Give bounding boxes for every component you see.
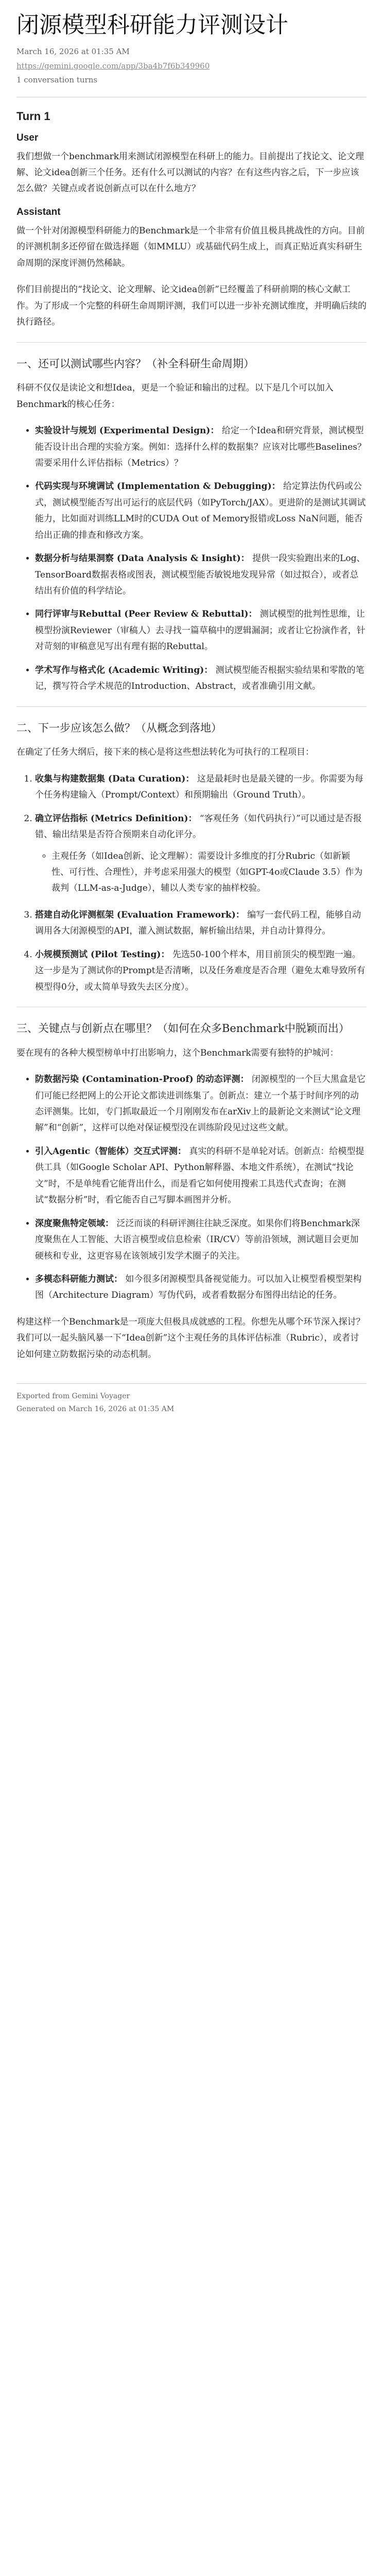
user-label: User	[16, 132, 39, 143]
item-text: 提供一段实验跑出来的Log、TensorBoard数据表格或图表，测试模型能否敏锐地发现异常（如过拟合），或者总结出有价值的科学结论。	[35, 553, 365, 597]
list-item	[35, 1144, 367, 1209]
item-label: 搭建自动化评测框架 (Evaluation Framework)：	[35, 909, 245, 920]
section-divider	[16, 706, 367, 707]
sub-list-item	[51, 849, 367, 897]
sub-list	[35, 849, 367, 897]
section-2-list	[16, 771, 367, 995]
list-item	[35, 1272, 367, 1304]
item-label: 数据分析与结果洞察 (Data Analysis & Insight)：	[35, 553, 250, 564]
item-text: 这是最耗时也是最关键的一步。你需要为每个任务构建输入（Prompt/Context）和预期输出（Ground Truth）。	[35, 773, 363, 801]
item-label: 深度聚焦特定领域：	[35, 1218, 114, 1229]
section-3-title: 三、关键点与创新点在哪里？（如何在众多Benchmark中脱颖而出）	[16, 1022, 350, 1035]
list-item	[35, 479, 367, 544]
intro-paragraph-2: 你们目前提出的“找论文、论文理解、论文idea创新”已经覆盖了科研前期的核心文献工作。为了形成一个完整的科研生命周期评测，我们可以进一步补充测试维度，并明确后续的执行路径。	[16, 284, 367, 328]
section-1-title: 一、还可以测试哪些内容？（补全科研生命周期）	[16, 357, 254, 370]
section-3-intro: 要在现有的各种大模型榜单中打出影响力，这个Benchmark需要有独特的护城河：	[16, 1047, 339, 1058]
item-label: 代码实现与环境调试 (Implementation & Debugging)：	[35, 481, 281, 492]
list-item	[35, 1072, 367, 1137]
sub-item-label: 主观任务（如Idea创新、论文理解）：	[51, 851, 198, 861]
item-text: 如今很多闭源模型具备视觉能力。可以加入让模型看模型架构图（Architecture Diagram）写伪代码，或者看数据分布图得出结论的任务。	[35, 1274, 362, 1301]
item-text: 给定一个Idea和研究背景，测试模型能否设计出合理的实验方案。例如：选择什么样的数据集？应该对比哪些Baselines？需要采用什么评估指标（Metrics）？	[35, 426, 367, 468]
item-label: 引入Agentic（智能体）交互式评测：	[35, 1146, 186, 1157]
section-2-title: 二、下一步应该怎么做？（从概念到落地）	[16, 721, 222, 734]
item-text: 测试模型的批判性思维，让模型扮演Reviewer（审稿人）去寻找一篇草稿中的逻辑漏洞；或者让它扮演作者，针对苛刻的审稿意见写出有理有据的Rebuttal。	[35, 609, 365, 652]
list-item	[35, 606, 367, 655]
item-label: 同行评审与Rebuttal (Peer Review & Rebuttal)：	[35, 609, 257, 620]
assistant-label: Assistant	[16, 206, 61, 217]
list-item	[35, 551, 367, 599]
item-label: 实验设计与规划 (Experimental Design)：	[35, 426, 219, 436]
item-text: 编写一套代码工程，能够自动调用各大闭源模型的API，灌入测试数据，解析输出结果，并自动计算得分。	[35, 909, 361, 937]
list-item	[35, 947, 367, 995]
footer-generated: Generated on March 16, 2026 at 01:35 AM	[16, 1405, 175, 1414]
list-item	[35, 1216, 367, 1264]
list-item	[35, 423, 367, 471]
list-item	[35, 771, 367, 804]
list-item	[35, 811, 367, 897]
export-date: March 16, 2026 at 01:35 AM	[16, 46, 130, 56]
item-label: 小规模预测试 (Pilot Testing)：	[35, 949, 170, 960]
section-1-list	[16, 423, 367, 695]
page-title: 闭源模型科研能力评测设计	[16, 12, 288, 38]
item-label: 多模态科研能力测试：	[35, 1274, 123, 1284]
footer-divider	[16, 1383, 367, 1384]
item-label: 防数据污染 (Contamination-Proof) 的动态评测：	[35, 1074, 249, 1085]
footer-exported: Exported from Gemini Voyager	[16, 1392, 130, 1401]
list-item	[35, 907, 367, 940]
turns-count: 1 conversation turns	[16, 75, 98, 84]
item-text: 泛泛而谈的科研评测往往缺乏深度。如果你们将Benchmark深度聚焦在人工智能、大语言模型或信息检索（IR/CV）等前沿领域，测试题目会更加硬核和专业，这更容易在该领域引发学术圈子的关注。	[35, 1218, 360, 1261]
section-1-intro: 科研不仅仅是读论文和想Idea，更是一个验证和输出的过程。以下是几个可以加入Benchmark的核心任务：	[16, 383, 334, 410]
section-2-intro: 在确定了任务大纲后，接下来的核心是将这些想法转化为可执行的工程项目：	[16, 747, 314, 758]
item-text: 真实的科研不是单轮对话。创新点：给模型提供工具（如Google Scholar API、Python解释器、本地文件系统），在测试“找论文”时，不是单纯看它能背出什么，而是看它如何使用搜索工具迭代式查询；在测试“数据分析”时，看它能否自己写脚本画图并分析。	[35, 1146, 364, 1206]
section-divider	[16, 342, 367, 343]
item-text: 给定算法伪代码或公式，测试模型能否写出可运行的底层代码（如PyTorch/JAX）。更进阶的是测试其调试能力，比如面对训练LLM时的CUDA Out of Memory报错或Loss NaN问题，能否给出正确的排查和修改方案。	[35, 481, 366, 540]
turn-title: Turn 1	[16, 109, 50, 123]
item-text: “客观任务（如代码执行）”可以通过是否报错、输出结果是否符合预期来自动化评分。	[35, 813, 362, 840]
item-text: 先选50-100个样本，用目前顶尖的模型跑一遍。这一步是为了测试你的Prompt是否清晰，以及任务难度是否合理（避免太难导致所有模型得0分，或太简单导致失去区分度）。	[35, 949, 365, 992]
source-link[interactable]: https://gemini.google.com/app/3ba4b7f6b349960	[16, 61, 210, 71]
item-text: 闭源模型的一个巨大黑盒是它们可能已经把网上的公开论文都读进训练集了。创新点：建立一个基于时间序列的动态评测集。比如，专门抓取最近一个月刚刚发布在arXiv上的最新论文来测试“论文理解”和“创新”，这样可以绝对保证模型没在训练阶段见过这些文献。	[35, 1074, 366, 1133]
item-text: 测试模型能否根据实验结果和零散的笔记，撰写符合学术规范的Introduction、Abstract，或者准确引用文献。	[35, 665, 364, 692]
closing-paragraph: 构建这样一个Benchmark是一项庞大但极具成就感的工程。你想先从哪个环节深入探讨？我们可以一起头脑风暴一下“Idea创新”这个主观任务的具体评估标准（Rubric），或者讨论如何建立防数据污染的动态机制。	[16, 1316, 365, 1360]
sub-item-text: 需要设计多维度的打分Rubric（如新颖性、可行性、合理性），并考虑采用强大的模型（如GPT-4o或Claude 3.5）作为裁判（LLM-as-a-Judge），辅以人类专家的抽样校验。	[51, 851, 363, 894]
section-3-list	[16, 1072, 367, 1304]
intro-paragraph-1: 做一个针对闭源模型科研能力的Benchmark是一个非常有价值且极具挑战性的方向。目前的评测机制多还停留在做选择题（如MMLU）或基础代码生成上，而真正贴近真实科研生命周期的深度评测仍然稀缺。	[16, 225, 365, 268]
user-message: 我们想做一个benchmark用来测试闭源模型在科研上的能力。目前提出了找论文、论文理解、论文idea创新三个任务。还有什么可以测试的内容？在有这些内容之后，下一步应该怎么做？关键点或者说创新点可以在什么地方？	[16, 151, 364, 194]
item-label: 收集与构建数据集 (Data Curation)：	[35, 773, 195, 784]
list-item	[35, 663, 367, 695]
item-label: 确立评估指标 (Metrics Definition)：	[35, 813, 197, 824]
item-label: 学术写作与格式化 (Academic Writing)：	[35, 665, 213, 675]
